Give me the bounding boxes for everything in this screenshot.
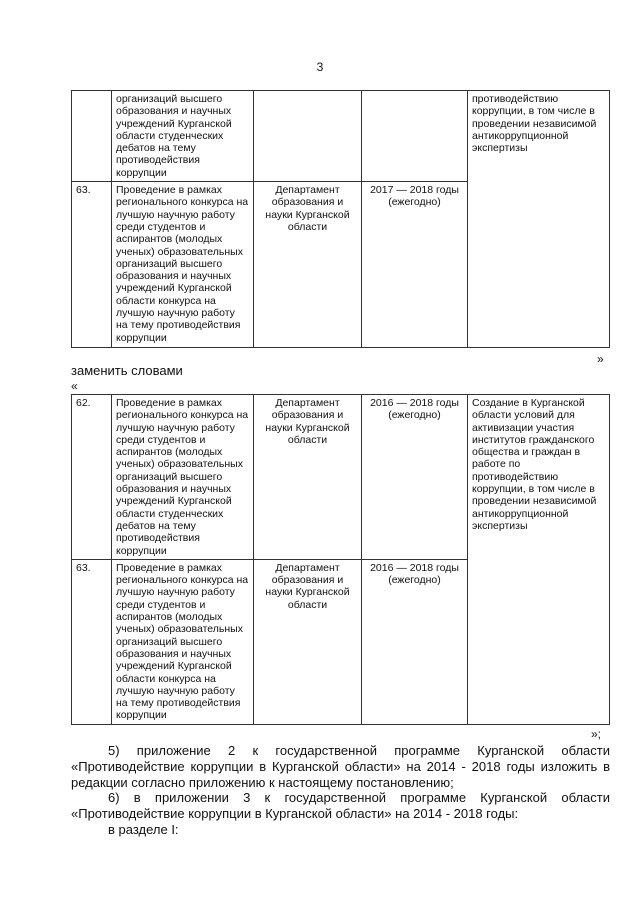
event-cell: Проведение в рамках регионального конкурса на лучшую научную работу среди студентов и аспирантов (молодых ученых) образовательных организаций высшего образования и научных учреждений Курганской области конкурса на лучшую научную работу на тему противодействия коррупции <box>112 182 254 348</box>
paragraph-5-line-1: 5) приложение 2 к государственной программе Курганской области <box>108 743 610 758</box>
department-cell <box>254 91 362 182</box>
row-number: 63. <box>72 182 112 348</box>
term-cell: 2016 — 2018 годы (ежегодно) <box>362 395 468 560</box>
closing-quote: »; <box>591 727 602 741</box>
paragraph-6-line-1: 6) в приложении 3 к государственной программе Курганской области <box>108 790 610 805</box>
department-cell: Департамент образования и науки Курганской области <box>254 395 362 560</box>
replace-text: заменить словами <box>71 363 183 378</box>
event-cell: Проведение в рамках регионального конкурса на лучшую научную работу среди студентов и аспирантов (молодых ученых) образовательных организаций высшего образования и научных учреждений Курганской области конкурса на лучшую научную работу на тему противодействия коррупции <box>112 559 254 724</box>
event-cell: Проведение в рамках регионального конкурса на лучшую научную работу среди студентов и аспирантов (молодых ученых) образовательных организаций высшего образования и научных учреждений Курганской области студенческих дебатов на тему противодействия коррупции <box>112 395 254 560</box>
term-cell <box>362 91 468 182</box>
measures-table-new <box>71 394 610 725</box>
result-cell: противодействию коррупции, в том числе в проведении независимой антикоррупционной экспертизы <box>468 91 610 348</box>
department-cell: Департамент образования и науки Курганской области <box>254 182 362 348</box>
event-cell: организаций высшего образования и научных учреждений Курганской области студенческих дебатов на тему противодействия коррупции <box>112 91 254 182</box>
department-cell: Департамент образования и науки Курганской области <box>254 559 362 724</box>
term-cell: 2017 — 2018 годы (ежегодно) <box>362 182 468 348</box>
page-number: 3 <box>316 60 324 74</box>
measures-table-old <box>71 90 610 348</box>
row-number <box>72 91 112 182</box>
term-cell: 2016 — 2018 годы (ежегодно) <box>362 559 468 724</box>
result-cell: Создание в Курганской области условий для активизации участия институтов гражданского общества и граждан в работе по противодействию коррупции, в том числе в проведении независимой антикоррупционной экспертизы <box>468 395 610 725</box>
row-number: 63. <box>72 559 112 724</box>
paragraph-5-line-3: редакции согласно приложению к настоящему постановлению; <box>71 775 454 790</box>
paragraph-5-line-2: «Противодействие коррупции в Курганской области» на 2014 - 2018 годы изложить в <box>71 759 610 774</box>
opening-quote: « <box>71 379 78 393</box>
table-row <box>72 91 610 182</box>
paragraph-6-line-2: «Противодействие коррупции в Курганской области» на 2014 - 2018 годы: <box>71 806 519 821</box>
paragraph-6-line-3: в разделе I: <box>108 822 179 837</box>
row-number: 62. <box>72 395 112 560</box>
closing-quote: » <box>597 352 604 366</box>
table-row <box>72 395 610 560</box>
